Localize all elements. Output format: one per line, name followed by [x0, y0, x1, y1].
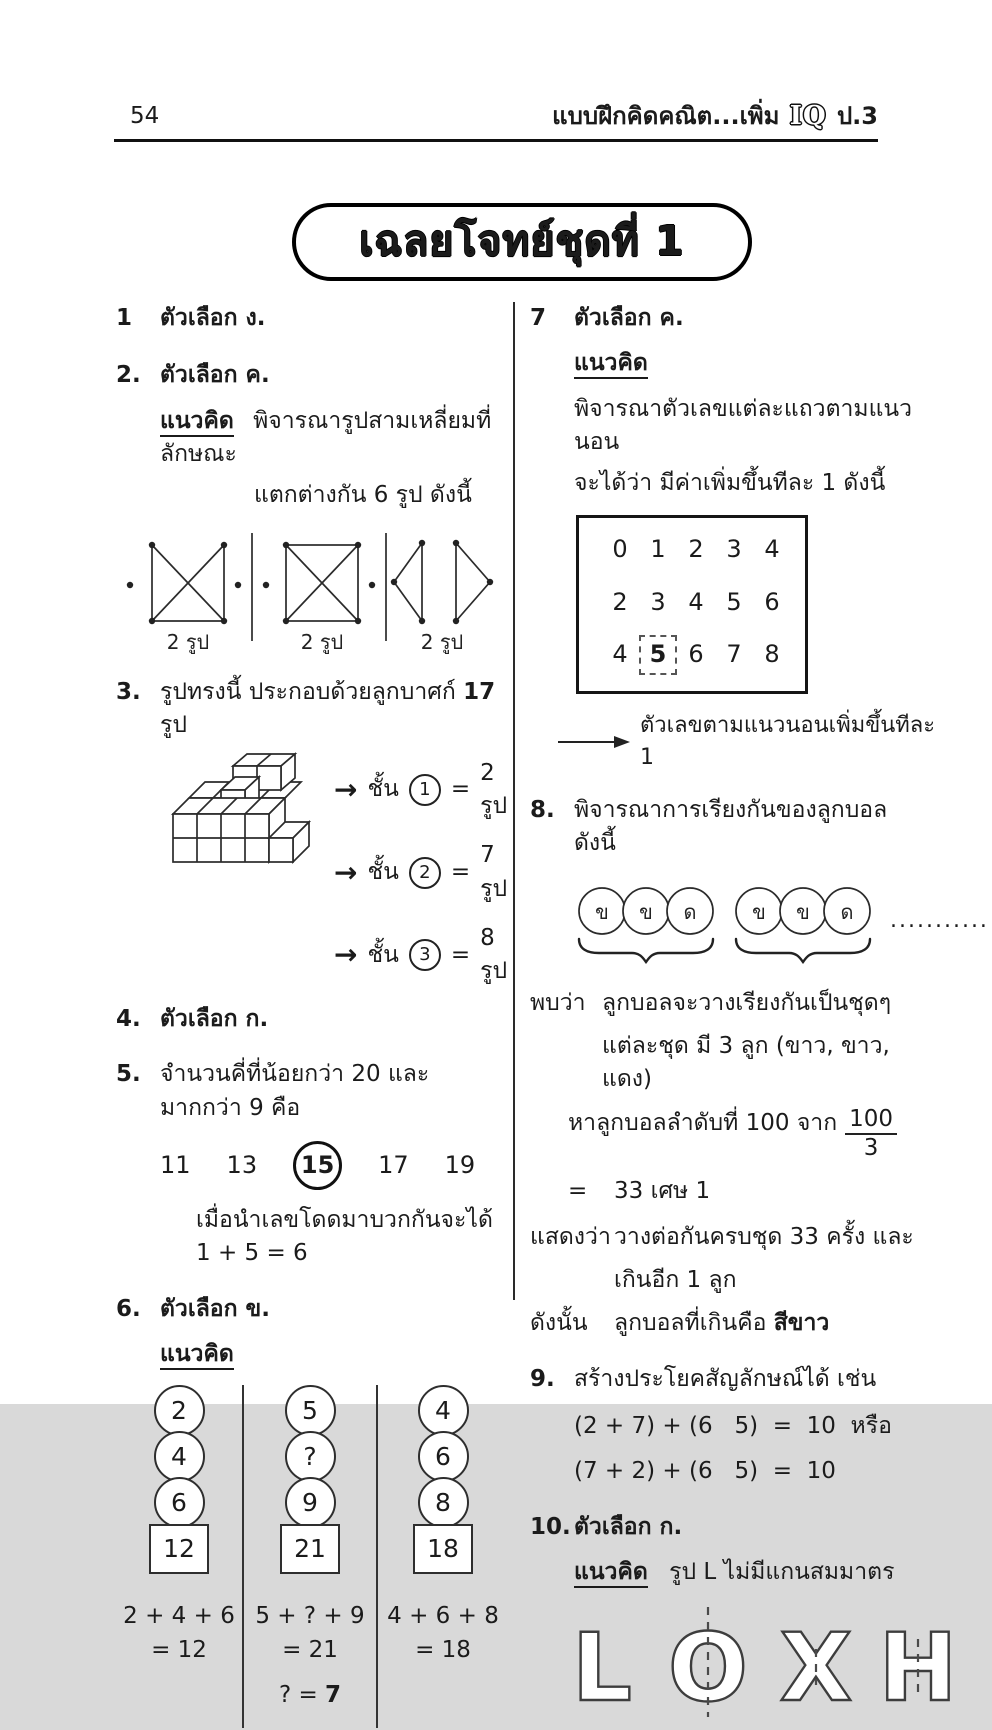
- long-right-arrow-icon: [556, 734, 630, 750]
- figure-label: 2 รูป: [300, 629, 344, 654]
- question-text: จำนวนคี่ที่น้อยกว่า 20 และมากกว่า 9 คือ: [160, 1061, 430, 1121]
- equals-sign: =: [450, 941, 471, 968]
- cube-figure-block: [152, 751, 510, 989]
- number-option: 17: [378, 1150, 409, 1179]
- answer-set-banner: [292, 203, 752, 281]
- circle-value: 4: [154, 1431, 205, 1482]
- item-number: 8.: [530, 796, 555, 823]
- row-text: วางต่อกันครบชุด 33 ครั้ง และ: [614, 1223, 914, 1250]
- answer-choice: ตัวเลือก ข.: [160, 1295, 271, 1322]
- calc-row: [568, 1107, 936, 1162]
- row-label: พบว่า: [530, 989, 586, 1016]
- equals-sign: =: [450, 776, 471, 803]
- layer-label: ชั้น: [367, 776, 399, 803]
- dashed-highlight-cell: 5: [639, 635, 678, 675]
- layer-rows: [334, 751, 510, 989]
- circle-value: 2: [154, 1385, 205, 1436]
- stack-column-3: [378, 1385, 508, 1574]
- cube-stack-figure: [152, 751, 334, 873]
- symmetry-letters-figure: [558, 1605, 958, 1724]
- circle-value: 5: [285, 1385, 336, 1436]
- item-body: [574, 302, 936, 774]
- underbrace: [579, 939, 713, 962]
- answer-item-4: [116, 1003, 510, 1036]
- grid-row-3: [601, 637, 793, 673]
- stack-equation: 5 + ? + 9 = 21: [244, 1574, 378, 1667]
- question-text: สร้างประโยคสัญลักษณ์ได้ เช่น: [574, 1365, 877, 1392]
- stack-equation: 2 + 4 + 6 = 12: [116, 1574, 244, 1667]
- grid-cell: 4: [764, 534, 780, 563]
- answer-choice: ตัวเลือก ก.: [574, 1513, 683, 1540]
- layer-value: 2 รูป: [480, 759, 508, 820]
- answer-item-7: [530, 302, 936, 774]
- ball-sequence-figure: [574, 879, 989, 971]
- conclusion-answer: สีขาว: [773, 1310, 830, 1337]
- grid-row-1: [601, 532, 793, 567]
- grid-cell: 8: [764, 640, 780, 669]
- right-arrow-icon: →: [334, 773, 358, 807]
- row-label: ดังนั้น: [530, 1310, 588, 1337]
- divider-cell: [116, 1667, 244, 1728]
- column-divider: [513, 302, 515, 1300]
- answer-choice: ตัวเลือก ก.: [160, 1005, 269, 1032]
- ball-letter: ด: [840, 899, 854, 924]
- stack-column-2: [244, 1385, 378, 1574]
- question-text: รูปทรงนี้ ประกอบด้วยลูกบาศก์: [160, 679, 464, 706]
- item-number: 6.: [116, 1295, 141, 1322]
- balls-svg: [574, 879, 876, 971]
- conclusion-pre: ลูกบอลที่เกินคือ: [614, 1310, 774, 1337]
- grid-cell-highlighted: [639, 637, 677, 673]
- header-iq-logo: IQ: [789, 101, 827, 131]
- ball-letter: ด: [683, 899, 697, 924]
- grid-cell: 4: [612, 640, 628, 669]
- odd-numbers-row: [160, 1141, 510, 1190]
- layer-label: ชั้น: [367, 941, 399, 968]
- idea-line: [160, 405, 510, 472]
- ellipsis-dots: ...........: [890, 907, 989, 933]
- outline-letter: H: [878, 1614, 958, 1724]
- explanation-text: พิจารณารูปสามเหลี่ยมที่ลักษณะ: [160, 407, 492, 468]
- answer-item-2: [116, 359, 510, 512]
- item-body: [574, 1363, 936, 1489]
- answer-value: 7: [325, 1681, 342, 1708]
- grid-cell: 1: [650, 534, 666, 563]
- outline-letter: L: [572, 1614, 632, 1724]
- item-number: 5.: [116, 1061, 141, 1088]
- ball-letter: ข: [595, 899, 609, 924]
- empty-cell: [378, 1667, 508, 1728]
- layer-row-1: [334, 757, 510, 824]
- circle-value: ?: [285, 1431, 336, 1482]
- equals-sign: =: [450, 859, 471, 886]
- header-rule: [114, 139, 878, 142]
- idea-text: รูป L ไม่มีแกนสมมาตร: [669, 1558, 895, 1585]
- stack-answer: [244, 1667, 378, 1728]
- sum-box: 18: [413, 1524, 473, 1574]
- item-number: 3.: [116, 679, 141, 706]
- grid-cell: 3: [650, 587, 666, 616]
- grid-cell: 0: [612, 534, 628, 563]
- underbrace: [736, 939, 870, 962]
- circle-value: 8: [418, 1477, 469, 1528]
- row-text: เกินอีก 1 ลูก: [614, 1266, 737, 1293]
- triangle-groups-figure: [120, 527, 510, 654]
- idea-label: แนวคิด: [574, 350, 648, 379]
- ball-letter: ข: [752, 899, 766, 924]
- item-number: 2.: [116, 362, 141, 389]
- number-grid-box: [576, 515, 808, 694]
- number-option: 19: [444, 1150, 476, 1179]
- sum-box: 12: [149, 1524, 209, 1574]
- page-number: 54: [130, 103, 160, 129]
- question-text: พิจารณาการเรียงกันของลูกบอล ดังนี้: [574, 796, 888, 857]
- explanation-text: แตกต่างกัน 6 รูป ดังนี้: [254, 482, 472, 509]
- equation-line: (7 + 2) + (6 5) = 10: [574, 1458, 836, 1485]
- grid-cell: 2: [612, 587, 628, 616]
- circle-value: 4: [418, 1385, 469, 1436]
- show-row-1: [530, 1221, 936, 1254]
- explanation-text: พิจารณาตัวเลขแต่ละแถวตามแนวนอน: [574, 395, 913, 456]
- row-text: [614, 1307, 829, 1340]
- outline-letter: O: [668, 1614, 748, 1724]
- conclusion-row: [530, 1307, 936, 1340]
- figure-label: 2 รูป: [420, 629, 464, 654]
- circle-value: 6: [418, 1431, 469, 1482]
- banner-text: เฉลยโจทย์ชุดที่ 1: [359, 217, 685, 266]
- arrow-note: [556, 710, 936, 774]
- row-text: ลูกบอลจะวางเรียงกันเป็นชุดๆ: [602, 989, 892, 1016]
- page-header-title: [552, 98, 878, 136]
- ball-letter: ข: [639, 899, 653, 924]
- grid-cell: 2: [688, 534, 704, 563]
- item-body: [160, 359, 510, 512]
- layer-row-3: [334, 922, 510, 989]
- item-body: [160, 676, 510, 743]
- found-row-1: [530, 987, 936, 1020]
- number-option: 11: [160, 1150, 191, 1179]
- circle-value: 6: [154, 1477, 205, 1528]
- fraction-numerator: 100: [845, 1107, 897, 1135]
- item-number: 9.: [530, 1365, 555, 1392]
- answer-item-10: [530, 1511, 936, 1590]
- sum-box: 21: [280, 1524, 340, 1574]
- right-arrow-icon: →: [334, 855, 358, 889]
- found-row-2: [530, 1030, 936, 1097]
- idea-label: แนวคิด: [160, 1341, 234, 1370]
- arrow-note-text: ตัวเลขตามแนวนอนเพิ่มขึ้นทีละ 1: [640, 713, 936, 770]
- idea-line: [574, 1556, 936, 1589]
- idea-line: [574, 347, 936, 380]
- grid-cell: 6: [764, 587, 780, 616]
- circle-value: 9: [285, 1477, 336, 1528]
- row-label: แสดงว่า: [530, 1223, 611, 1250]
- answer-item-3: [116, 676, 510, 743]
- stack-column-1: [116, 1385, 244, 1574]
- item-body: [574, 1511, 936, 1590]
- idea-line: [160, 1338, 510, 1371]
- ball-letter: ข: [796, 899, 810, 924]
- layer-value: 7 รูป: [480, 842, 508, 902]
- grid-cell: 3: [726, 534, 742, 563]
- header-title-post: ป.3: [828, 102, 878, 130]
- answer-item-9: [530, 1363, 936, 1489]
- digit-sum-note: เมื่อนำเลขโดดมาบวกกันจะได้ 1 + 5 = 6: [196, 1206, 493, 1267]
- grid-cell: 7: [726, 640, 742, 669]
- right-column: [530, 296, 989, 1730]
- layer-row-2: [334, 839, 510, 906]
- answer-item-5: [116, 1058, 510, 1125]
- explanation-text: จะได้ว่า มีค่าเพิ่มขึ้นทีละ 1 ดังนี้: [574, 470, 886, 497]
- item-number: 7: [530, 305, 547, 331]
- layer-value: 8 รูป: [480, 925, 508, 985]
- fraction: [845, 1107, 897, 1162]
- answer-item-8: [530, 794, 936, 861]
- grid-row-2: [601, 585, 793, 620]
- answer-choice: ตัวเลือก ค.: [574, 305, 684, 331]
- item-number: 10.: [530, 1513, 571, 1540]
- item-number: 1: [116, 305, 133, 331]
- outline-letter: X: [779, 1614, 853, 1724]
- header-title-pre: แบบฝึกคิดคณิต...เพิ่ม: [552, 102, 788, 130]
- left-column: [116, 296, 510, 1728]
- idea-label: แนวคิด: [574, 1559, 648, 1588]
- answer-item-6: [116, 1293, 510, 1326]
- calc-result-row: [568, 1175, 936, 1208]
- answer-item-1: [116, 302, 510, 335]
- stack-equation: 4 + 6 + 8 = 18: [387, 1603, 499, 1663]
- circled-answer-number: 15: [293, 1141, 342, 1190]
- row-text: 33 เศษ 1: [614, 1178, 711, 1205]
- row-text: แต่ละชุด มี 3 ลูก (ขาว, ขาว, แดง): [602, 1032, 890, 1093]
- grid-cell: 5: [726, 587, 742, 616]
- right-arrow-icon: →: [334, 938, 358, 972]
- cube-count: 17: [463, 679, 496, 706]
- fraction-denominator: 3: [863, 1134, 879, 1161]
- idea-label: แนวคิด: [160, 408, 234, 437]
- layer-label: ชั้น: [367, 859, 399, 886]
- equals-sign: =: [568, 1178, 588, 1205]
- row-text: หาลูกบอลลำดับที่ 100 จาก: [568, 1109, 838, 1136]
- answer-choice: ตัวเลือก ง.: [160, 305, 266, 331]
- circled-number: 1: [409, 774, 441, 806]
- figure-label: 2 รูป: [166, 629, 210, 654]
- answer-pre: ? =: [278, 1681, 326, 1708]
- grid-cell: 4: [688, 587, 704, 616]
- circled-number: 3: [409, 939, 441, 971]
- equation-line: (2 + 7) + (6 5) = 10 หรือ: [574, 1412, 892, 1439]
- grid-cell: 6: [688, 640, 704, 669]
- number-option: 13: [226, 1150, 258, 1179]
- show-row-2: [530, 1264, 936, 1297]
- question-text: รูป: [160, 712, 187, 739]
- circle-stacks-figure: [116, 1385, 510, 1728]
- circled-number: 2: [409, 857, 441, 889]
- answer-choice: ตัวเลือก ค.: [160, 362, 270, 389]
- item-number: 4.: [116, 1005, 141, 1032]
